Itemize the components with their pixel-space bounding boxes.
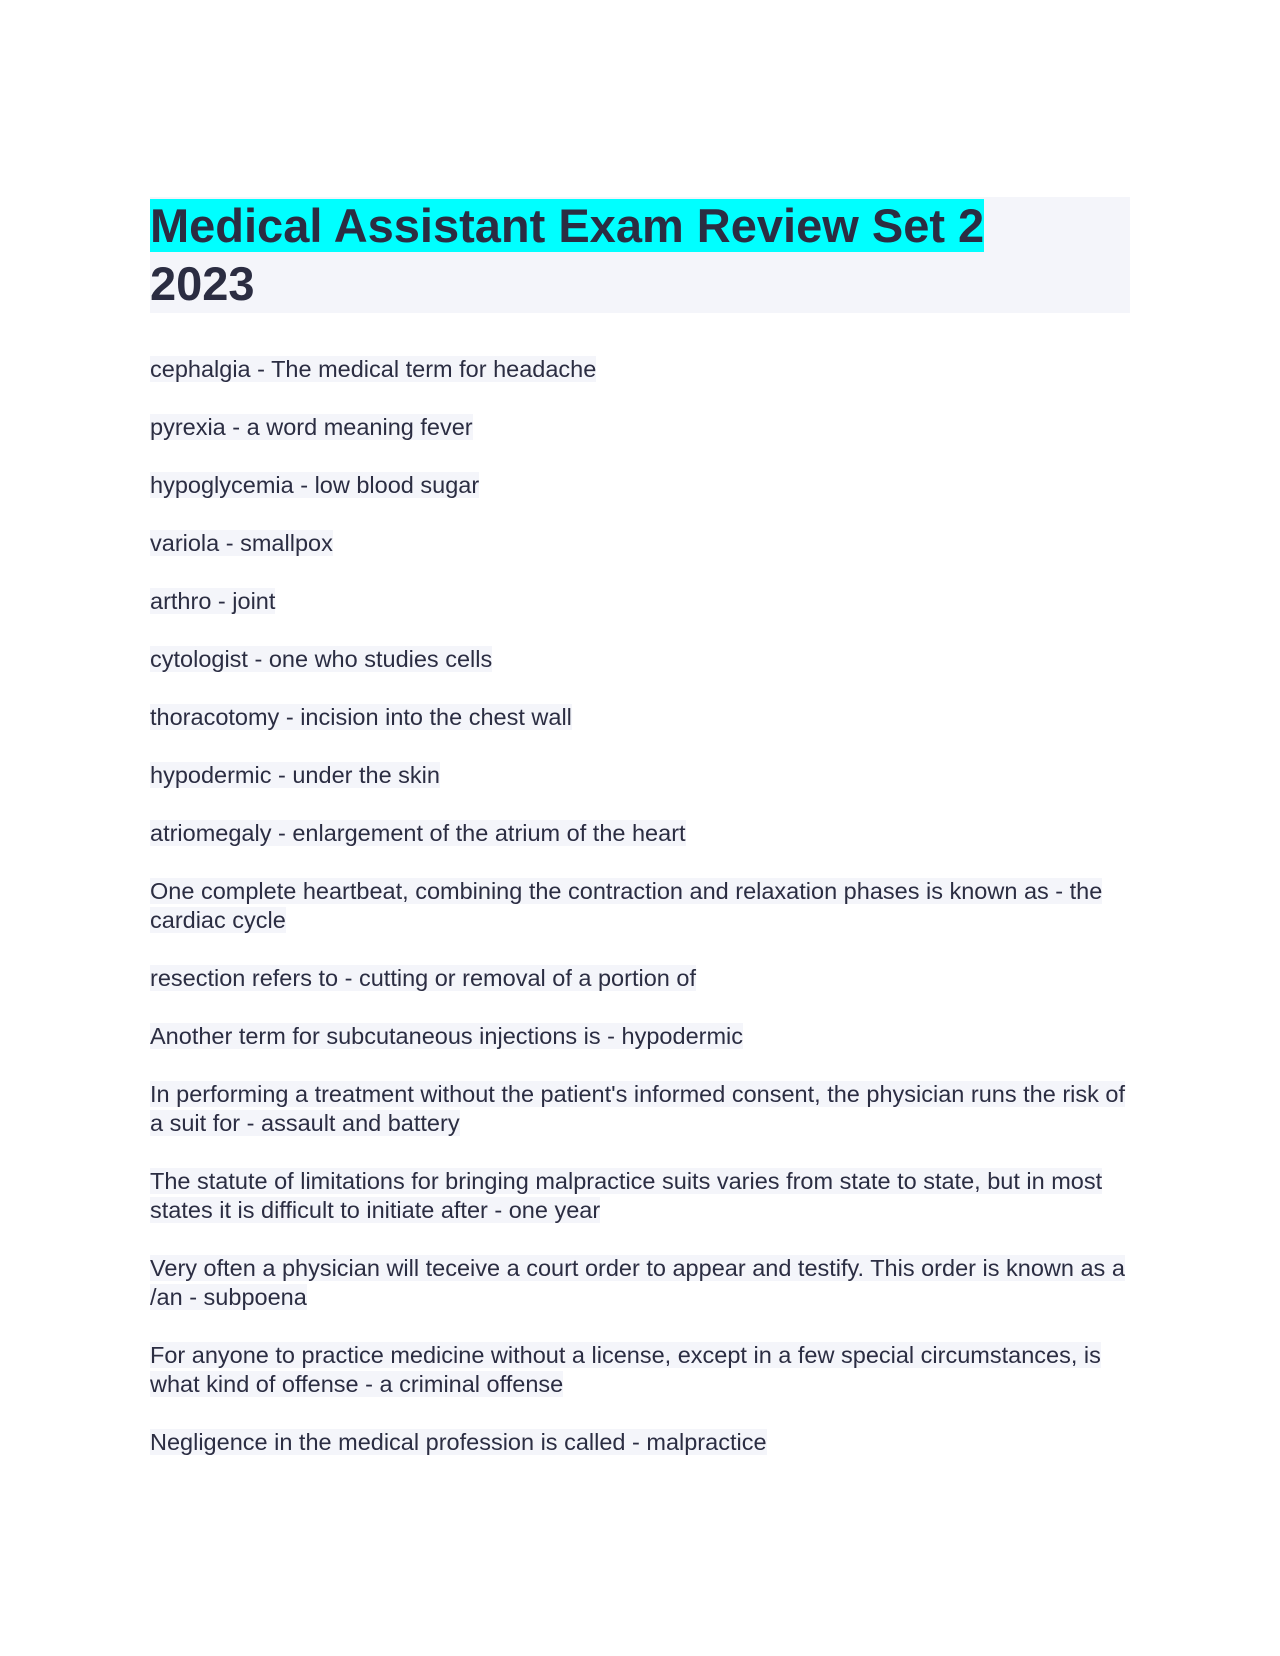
document-page <box>150 197 1130 1486</box>
entry-text: hypoglycemia - low blood sugar <box>150 472 480 498</box>
entry <box>150 1428 1130 1457</box>
entry <box>150 877 1130 935</box>
entry <box>150 964 1130 993</box>
entry-text: cytologist - one who studies cells <box>150 646 493 672</box>
entry-text: In performing a treatment without the patient's informed consent, the physician runs the risk of a suit for - assault and battery <box>150 1081 1126 1136</box>
entry-text: thoracotomy - incision into the chest wall <box>150 704 572 730</box>
entry-text: cephalgia - The medical term for headache <box>150 356 597 382</box>
entry <box>150 1080 1130 1138</box>
entry-text: The statute of limitations for bringing malpractice suits varies from state to state, but in most states it is difficult to initiate after - one year <box>150 1168 1103 1223</box>
entry <box>150 761 1130 790</box>
entry <box>150 471 1130 500</box>
entry <box>150 1254 1130 1312</box>
entry-text: atriomegaly - enlargement of the atrium of the heart <box>150 820 686 846</box>
entry-text: arthro - joint <box>150 588 276 614</box>
entry-text: Very often a physician will teceive a court order to appear and testify. This order is known as a /an - subpoena <box>150 1255 1125 1310</box>
entry-text: Negligence in the medical profession is called - malpractice <box>150 1429 767 1455</box>
entry <box>150 819 1130 848</box>
entry-text: pyrexia - a word meaning fever <box>150 414 473 440</box>
entry <box>150 355 1130 384</box>
entry-text: Another term for subcutaneous injections is - hypodermic <box>150 1023 744 1049</box>
title-year: 2023 <box>150 257 255 310</box>
entry-text: variola - smallpox <box>150 530 333 556</box>
entry <box>150 645 1130 674</box>
entry <box>150 1022 1130 1051</box>
entry-text: resection refers to - cutting or removal of a portion of <box>150 965 696 991</box>
document-title <box>150 197 1130 313</box>
entry <box>150 1341 1130 1399</box>
title-block <box>150 197 1130 313</box>
entry <box>150 1167 1130 1225</box>
entry-text: hypodermic - under the skin <box>150 762 440 788</box>
entry-text: One complete heartbeat, combining the contraction and relaxation phases is known as - the cardiac cycle <box>150 878 1103 933</box>
entry <box>150 703 1130 732</box>
entry <box>150 529 1130 558</box>
entry-list <box>150 355 1130 1457</box>
entry-text: For anyone to practice medicine without a license, except in a few special circumstances, is what kind of offense - a criminal offense <box>150 1342 1101 1397</box>
title-highlighted-text: Medical Assistant Exam Review Set 2 <box>150 199 985 252</box>
entry <box>150 413 1130 442</box>
entry <box>150 587 1130 616</box>
